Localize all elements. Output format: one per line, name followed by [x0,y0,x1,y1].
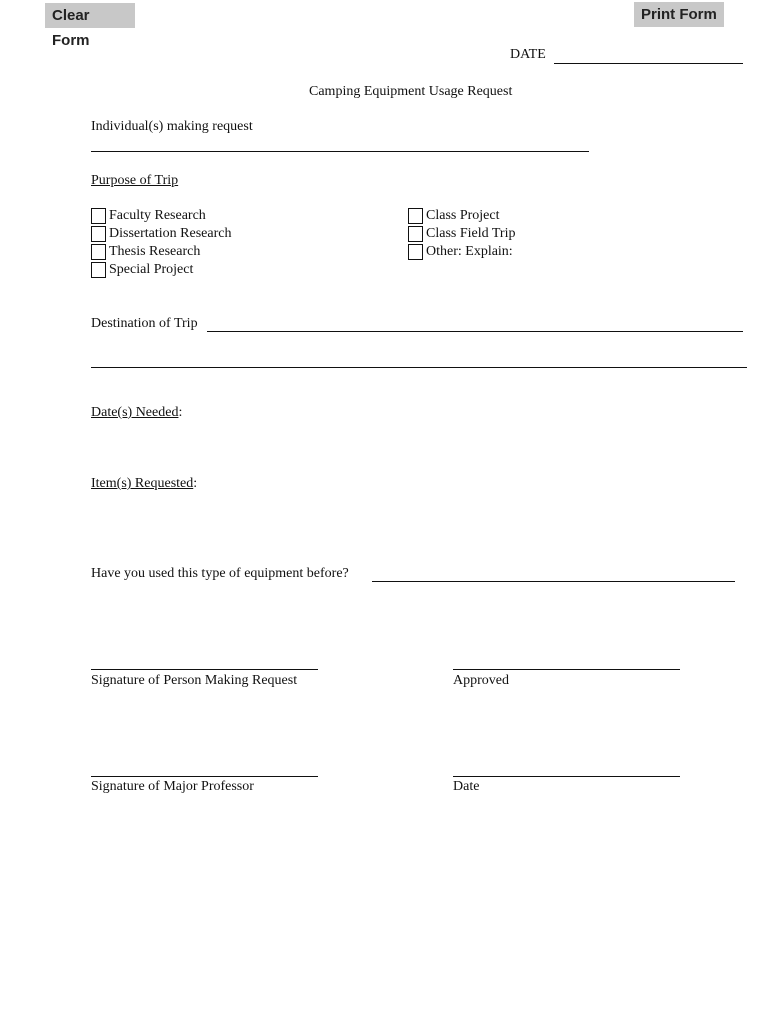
date-label: DATE [510,47,546,62]
person-signature-label: Signature of Person Making Request [91,673,298,688]
individuals-label: Individual(s) making request [91,119,253,134]
print-form-button[interactable]: Print Form [634,2,724,27]
professor-signature-field[interactable] [91,776,318,777]
person-signature-field[interactable] [91,669,318,670]
used-before-field[interactable] [372,581,735,582]
special-project-label: Special Project [109,262,194,277]
other-checkbox[interactable] [408,244,423,260]
approved-field[interactable] [453,669,680,670]
faculty-research-checkbox[interactable] [91,208,106,224]
faculty-research-label: Faculty Research [109,208,206,223]
destination-field-line-2[interactable] [91,367,747,368]
individuals-field[interactable] [91,151,589,152]
thesis-research-checkbox[interactable] [91,244,106,260]
items-requested-label: Item(s) Requested: [91,476,198,491]
dissertation-research-checkbox[interactable] [91,226,106,242]
date-field[interactable] [554,63,743,64]
special-project-checkbox[interactable] [91,262,106,278]
thesis-research-label: Thesis Research [109,244,201,259]
dissertation-research-label: Dissertation Research [109,226,232,241]
signature-date-label: Date [453,779,480,794]
destination-label: Destination of Trip [91,316,198,331]
class-project-label: Class Project [426,208,500,223]
class-field-trip-label: Class Field Trip [426,226,516,241]
class-project-checkbox[interactable] [408,208,423,224]
purpose-heading: Purpose of Trip [91,173,179,188]
form-title: Camping Equipment Usage Request [309,84,513,99]
class-field-trip-checkbox[interactable] [408,226,423,242]
destination-field[interactable] [207,331,743,332]
professor-signature-label: Signature of Major Professor [91,779,254,794]
dates-needed-label: Date(s) Needed: [91,405,183,420]
signature-date-field[interactable] [453,776,680,777]
clear-form-button[interactable]: Clear Form [45,3,135,28]
other-label: Other: Explain: [426,244,513,259]
used-before-label: Have you used this type of equipment before? [91,566,349,581]
approved-label: Approved [453,673,509,688]
